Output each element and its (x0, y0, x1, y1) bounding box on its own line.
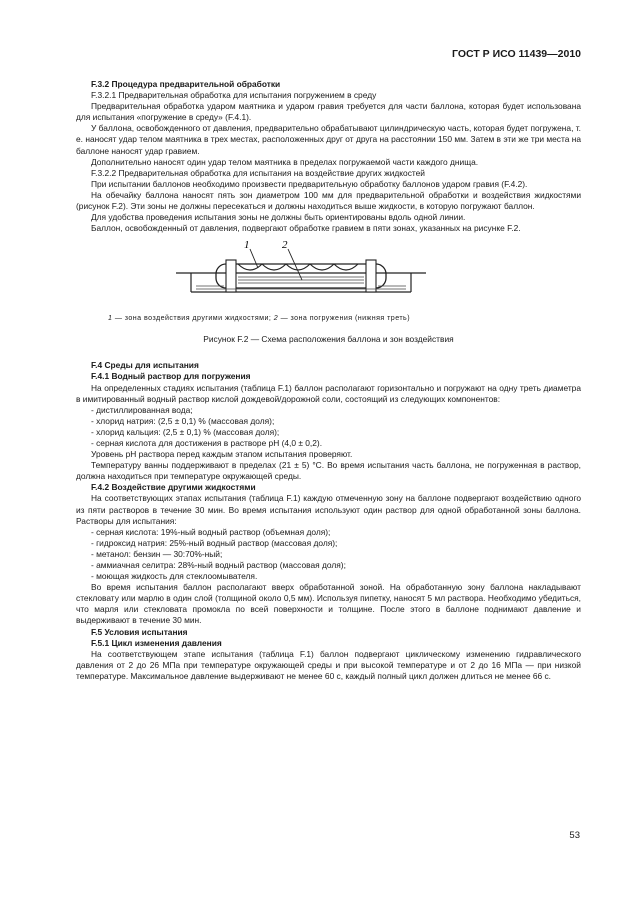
exposure-zone-3 (286, 264, 310, 270)
list-item: - гидроксид натрия: 25%-ный водный раствор (массовая доля); (91, 537, 338, 548)
paragraph: Уровень pH раствора перед каждым этапом испытания проверяют. (91, 449, 353, 460)
exposure-zone-5 (334, 264, 358, 270)
section-f32-title: F.3.2 Процедура предварительной обработки (91, 79, 281, 89)
document-body (76, 79, 581, 682)
paragraph: F.3.2.1 Предварительная обработка для испытания погружением в среду (91, 90, 377, 101)
paragraph: Во время испытания баллон располагают вверх обработанной зоной. На обработанную зону баллона накладывают стекловату или марлю в один слой (толщиной около 0,5 мм). Используя пипетку, наносят 5 мл раствора. Необходимо убедиться, что марля или стекловата промокла по всей поверхности и толщине. После этого в баллоне поднимают давление и выдерживают в течение 30 мин. (76, 582, 581, 626)
section-f42-title: F.4.2 Воздействие другими жидкостями (91, 482, 256, 493)
list-item: - серная кислота: 19%-ный водный раствор (объемная доля); (91, 526, 331, 537)
list-item: - хлорид кальция: (2,5 ± 0,1) % (массовая доля); (91, 426, 280, 437)
section-f5-title: F.5 Условия испытания (91, 626, 188, 637)
exposure-zone-2 (262, 264, 286, 270)
page-number: 53 (569, 830, 580, 841)
exposure-zones (238, 264, 358, 270)
figure-caption: Рисунок F.2 — Схема расположения баллона и зон воздействия (203, 334, 454, 345)
figure-legend: 1 — зона воздействия другими жидкостями; 2 — зона погружения (нижняя треть) (108, 314, 411, 323)
list-item: - серная кислота для достижения в растворе pH (4,0 ± 0,2). (91, 437, 323, 448)
cylinder-neck-right (366, 260, 376, 292)
cylinder-diagram (176, 240, 426, 310)
list-item: - аммиачная селитра: 28%-ный водный раствор (массовая доля); (91, 560, 346, 570)
section-f41-title: F.4.1 Водный раствор для погружения (91, 371, 251, 382)
cylinder-neck-left (226, 260, 236, 292)
section-f4-title: F.4 Среды для испытания (91, 360, 199, 371)
list-item: - моющая жидкость для стеклоомывателя. (91, 571, 258, 582)
paragraph: Дополнительно наносят один удар телом маятника в пределах погружаемой части каждого днища. (91, 156, 479, 167)
figure-f2 (76, 234, 581, 352)
exposure-zone-1 (238, 264, 262, 270)
section-f51-title: F.5.1 Цикл изменения давления (91, 637, 222, 648)
paragraph: При испытании баллонов необходимо произвести предварительную обработку баллонов ударом гравия (F.4.2). (91, 178, 528, 189)
paragraph: На соответствующих этапах испытания (таблица F.1) каждую отмеченную зону на баллоне подвергают воздействию одного из пяти растворов в течение 30 мин. Во время испытания используют один раствор для одной обработанной зоны баллона. Растворы для испытания: (76, 493, 581, 526)
figure-label-1: 1 (244, 240, 250, 252)
paragraph: На соответствующем этапе испытания (таблица F.1) баллон подвергают циклическому изменению гидравлического давления от 2 до 26 МПа при температуре окружающей среды и при высокой температуре и от 2 до 16 МПа — при низкой температуре. Максимальное давление выдерживают не менее 60 с, каждый полный цикл должен длиться не менее 66 с. (76, 648, 581, 681)
list-item: - хлорид натрия: (2,5 ± 0,1) % (массовая доля); (91, 415, 275, 426)
paragraph: На определенных стадиях испытания (таблица F.1) баллон располагают горизонтально и погружают на одну треть диаметра в имитированный водный раствор кислой дождевой/дорожной соли, состоящий из следующих компонентов: (76, 382, 581, 404)
standard-header: ГОСТ Р ИСО 11439—2010 (452, 48, 581, 60)
paragraph: F.3.2.2 Предварительная обработка для испытания на воздействие других жидкостей (91, 167, 425, 178)
paragraph: Баллон, освобожденный от давления, подвергают обработке гравием в пяти зонах, указанных на рисунке F.2. (91, 223, 521, 234)
paragraph: Температуру ванны поддерживают в пределах (21 ± 5) °C. Во время испытания часть баллона, не погруженная в раствор, должна находиться при температуре окружающей среды. (76, 460, 581, 482)
exposure-zone-4 (310, 264, 334, 270)
list-item: - дистиллированная вода; (91, 404, 193, 415)
figure-label-2: 2 (282, 240, 288, 252)
list-item: - метанол: бензин — 30:70%-ный; (91, 548, 223, 559)
paragraph: Предварительная обработка ударом маятника и ударом гравия требуется для части баллона, которая будет использована для испытания «погружение в среду» (F.4.1). (76, 101, 581, 123)
paragraph: Для удобства проведения испытания зоны не должны быть ориентированы вдоль одной линии. (91, 212, 466, 223)
leader-line-1 (250, 249, 258, 268)
paragraph: На обечайку баллона наносят пять зон диаметром 100 мм для предварительной обработки и воздействия жидкостями (рисунок F.2). Эти зоны не должны пересекаться и должны находиться выше жидкости, в которую погружают баллон. (76, 189, 581, 212)
paragraph: У баллона, освобожденного от давления, предварительно обрабатывают цилиндрическую часть, которая будет погружена, т. е. наносят удар телом маятника в трех местах, расположенных друг от друга на расстоянии 150 мм. Затем в эти же три места на баллоне наносят удар гравием. (76, 123, 581, 156)
